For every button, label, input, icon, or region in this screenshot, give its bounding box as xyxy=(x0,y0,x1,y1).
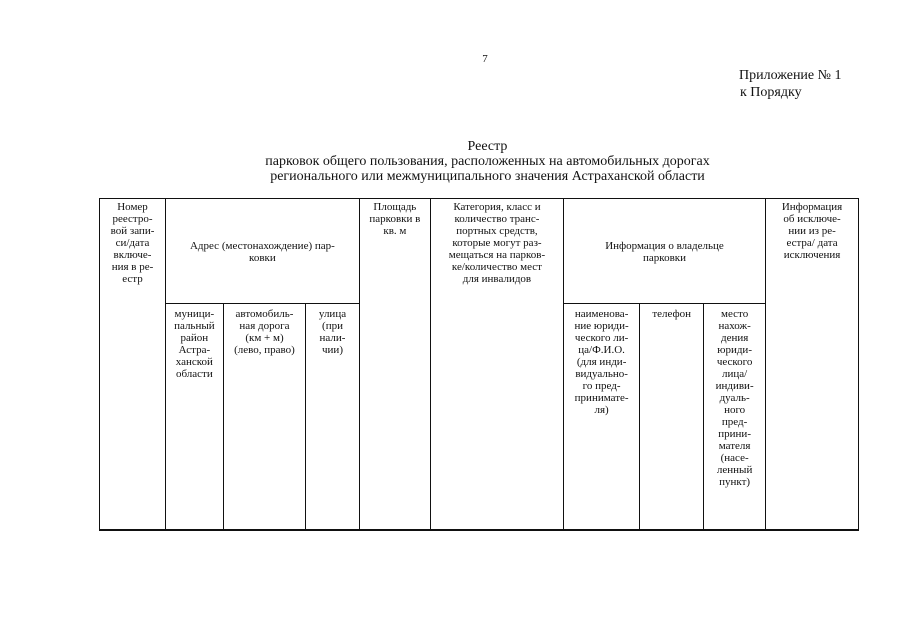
subheader-district: муници- пальный район Астра- ханской области xyxy=(165,304,223,531)
subheader-owner-name: наименова- ние юриди- ческого ли- ца/Ф.И.О. (для инди- видуально- го пред- принимате- ля) xyxy=(563,304,639,531)
header-exclusion: Информация об исключе- нии из ре- естра/ дата исключения xyxy=(766,199,859,531)
appendix-label xyxy=(739,67,842,101)
document-title xyxy=(200,139,775,184)
header-address: Адрес (местонахождение) пар- ковки xyxy=(165,199,359,304)
title-line-3: регионального или межмуниципального значения Астраханской области xyxy=(270,169,705,184)
page-number: 7 xyxy=(482,53,488,65)
subheader-street: улица (при нали- чии) xyxy=(306,304,360,531)
title-line-1: Реестр xyxy=(467,139,508,154)
header-record-number: Номер реестро- вой запи- си/дата включе- ния в ре- естр xyxy=(100,199,166,531)
header-area: Площадь парковки в кв. м xyxy=(359,199,430,531)
appendix-line-1: Приложение № 1 xyxy=(739,68,842,83)
subheader-location: место нахож- дения юриди- ческого лица/ индиви- дуаль- ного пред- прини- мателя (насе- ленный пункт) xyxy=(704,304,766,531)
table-header-row xyxy=(100,199,859,304)
header-category: Категория, класс и количество транс- портных средств, которые могут раз- мещаться на парков- ке/количество мест для инвалидов xyxy=(430,199,563,531)
appendix-line-2: к Порядку xyxy=(740,85,802,100)
header-owner-info: Информация о владельце парковки xyxy=(563,199,765,304)
title-line-2: парковок общего пользования, расположенных на автомобильных дорогах xyxy=(265,154,710,169)
subheader-road: автомобиль- ная дорога (км + м) (лево, право) xyxy=(223,304,305,531)
subheader-phone: телефон xyxy=(640,304,704,531)
registry-table xyxy=(99,198,859,531)
